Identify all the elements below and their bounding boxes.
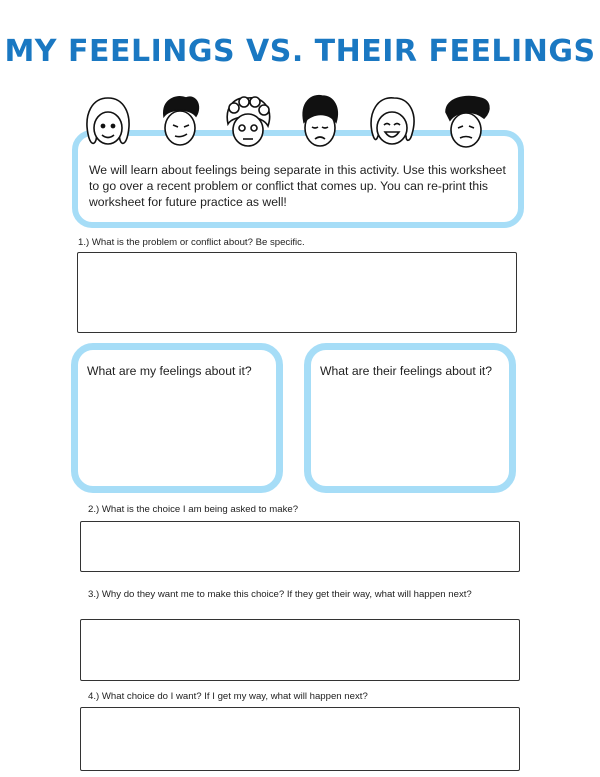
question-1: 1.) What is the problem or conflict about? Be specific. (78, 237, 305, 248)
question-2: 2.) What is the choice I am being asked to make? (88, 504, 299, 515)
answer-box-1[interactable] (77, 252, 517, 333)
answer-box-2[interactable] (80, 521, 520, 572)
their-feelings-label: What are their feelings about it? (320, 364, 493, 378)
intro-text: We will learn about feelings being separate in this activity. Use this worksheet to go over a recent problem or conflict that comes up. You can re-print this worksheet for future practice as well! (89, 163, 506, 209)
laughing-girl-face-icon (371, 98, 414, 144)
grumpy-curly-face-icon (227, 97, 269, 146)
my-feelings-label: What are my feelings about it? (87, 364, 252, 378)
answer-box-3[interactable] (80, 619, 520, 681)
sad-boy-face-icon (303, 96, 337, 146)
question-3: 3.) Why do they want me to make this choice? If they get their way, what will happen next? (88, 589, 472, 600)
worried-boy-face-icon (446, 97, 489, 147)
girl-face-icon (87, 98, 129, 144)
answer-box-4[interactable] (80, 707, 520, 771)
question-4: 4.) What choice do I want? If I get my way, what will happen next? (88, 691, 368, 702)
smirking-boy-face-icon (164, 97, 199, 145)
worksheet-title: MY FEELINGS VS. THEIR FEELINGS (4, 34, 596, 69)
faces-row (80, 92, 510, 154)
